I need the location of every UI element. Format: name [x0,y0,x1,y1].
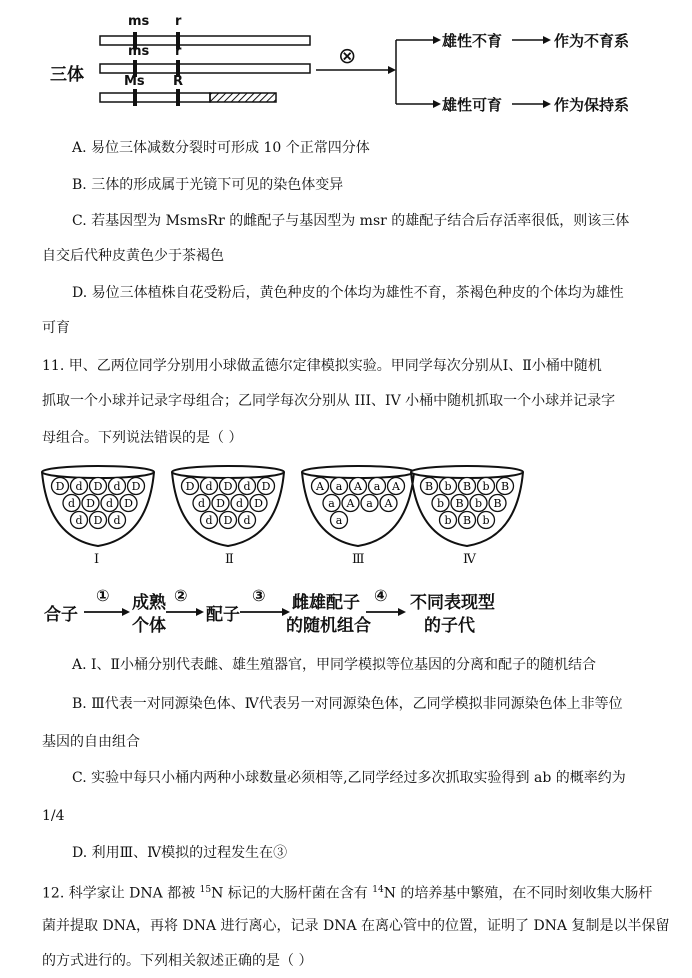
branch-top-result: 作为不育系 [554,32,630,50]
ball-letter: d [113,514,121,527]
q11-option-a: A. Ⅰ、Ⅱ小桶分别代表雌、雄生殖器官，甲同学模拟等位基因的分离和配子的随机结合 [72,657,597,673]
branch-bottom-result: 作为保持系 [554,96,630,114]
ball-letter: d [75,514,83,527]
ball-letter: d [113,480,121,493]
flow-step-4: ④ [374,586,388,605]
ball-letter: b [474,497,483,510]
bucket-1 [42,466,154,546]
ball-letter: d [205,480,213,493]
ball-letter: d [235,497,244,510]
flow-step-3: ③ [252,586,266,605]
branch-top-label: 雄性不育 [442,32,503,50]
ball-letter: b [444,514,452,527]
bucket-4 [411,466,523,546]
ball-letter: D [216,497,225,510]
q11-option-b-cont: 基因的自由组合 [42,734,140,750]
flow-step-2: ② [174,586,188,605]
ball-letter: A [316,480,324,493]
flow-gamete: 配子 [206,605,240,625]
bucket-label-2: Ⅱ [225,552,234,567]
flow-offspring-b: 的子代 [424,616,475,636]
q12-text-c: N 的培养基中繁殖，在不同时刻收集大肠杆 [383,885,653,902]
flow-mature-b: 个体 [132,616,166,636]
flow-mature-a: 成熟 [132,593,166,613]
flow-zygote: 合子 [44,605,78,625]
ball-letter: A [392,480,400,493]
ball-letter: D [93,480,103,493]
chromosome-2 [100,64,310,73]
flow-random-b: 的随机组合 [286,616,371,636]
gene-label-ms-2: ms [128,44,150,59]
ball-letter: D [261,480,271,493]
q11-stem-line2: 抓取一个小球并记录字母组合；乙同学每次分别从 III、IV 小桶中随机抓取一个小球并记录字 [42,393,616,409]
q10-option-c: C. 若基因型为 MsmsRr 的雌配子与基因型为 msr 的雄配子结合后存活率很低，则该三体 [72,213,630,229]
ball-letter: B [493,497,502,510]
ball-letter: d [67,497,76,510]
ball-letter: d [197,497,206,510]
ball-letter: d [243,480,251,493]
flow-offspring-a: 不同表现型 [410,593,495,613]
ball-letter: D [86,497,95,510]
gene-label-ms-1: ms [128,14,150,29]
ball-letter: A [354,480,362,493]
q12-sup-14: 14 [372,885,384,895]
gene-label-r-2: r [175,44,182,59]
triploid-label: 三体 [50,65,84,85]
ball-letter: a [373,480,381,493]
chromosome-3 [100,93,210,102]
gene-label-r-1: r [175,14,182,29]
q11-option-b: B. Ⅲ代表一对同源染色体、Ⅳ代表另一对同源染色体，乙同学模拟非同源染色体上非等位 [72,696,623,712]
q10-option-b: B. 三体的形成属于光镜下可见的染色体变异 [72,177,344,193]
flow-random-a: 雌雄配子 [292,593,360,613]
ball-letter: D [223,514,233,527]
q12-stem-line1 [42,880,652,904]
ball-letter: d [105,497,114,510]
flow-step-1: ① [96,586,110,605]
q12-stem-line2: 菌并提取 DNA，再将 DNA 进行离心，记录 DNA 在离心管中的位置，证明了 DNA 复制是以半保留 [42,918,670,934]
ball-letter: B [500,480,510,493]
ball-letter: b [482,514,490,527]
self-cross-symbol: ⊗ [338,44,357,69]
bucket-label-3: Ⅲ [352,552,365,567]
ball-letter: B [462,514,472,527]
buckets-figure [0,460,692,570]
ball-letter: b [482,480,490,493]
gene-label-R-3: R [173,74,184,89]
bucket-3 [302,466,414,546]
ball-letter: d [205,514,213,527]
ball-letter: a [328,497,335,510]
q11-stem-line1: 11. 甲、乙两位同学分别用小球做孟德尔定律模拟实验。甲同学每次分别从Ⅰ、Ⅱ小桶中随机 [42,358,602,374]
ball-letter: D [185,480,195,493]
q11-option-c-cont: 1/4 [42,808,65,824]
ball-letter: D [93,514,103,527]
bucket-label-4: Ⅳ [463,552,476,567]
q11-stem-line3: 母组合。下列说法错误的是（ ） [42,430,243,446]
ball-letter: D [254,497,263,510]
ball-letter: D [124,497,133,510]
ball-letter: D [223,480,233,493]
ball-letter: a [335,480,343,493]
gene-label-Ms-3: Ms [124,74,145,89]
ball-letter: d [243,514,251,527]
branch-bottom-label: 雄性可育 [442,96,503,114]
ball-letter: B [462,480,472,493]
ball-letter: A [384,497,393,510]
ball-letter: b [444,480,452,493]
q12-text-a: 12. 科学家让 DNA 都被 [42,885,200,902]
q11-option-c: C. 实验中每只小桶内两种小球数量必须相等,乙同学经过多次抓取实验得到 ab 的概率约为 [72,770,626,786]
ball-letter: b [436,497,445,510]
ball-letter: d [75,480,83,493]
q12-stem-line3: 的方式进行的。下列相关叙述正确的是（ ） [42,953,313,969]
ball-letter: a [335,514,343,527]
q10-option-d: D. 易位三体植株自花受粉后，黄色种皮的个体均为雄性不育，茶褐色种皮的个体均为雄性 [72,285,624,301]
ball-letter: B [424,480,434,493]
q12-sup-15: 15 [199,885,212,895]
ball-letter: B [455,497,464,510]
ball-letter: A [346,497,355,510]
q11-option-d: D. 利用Ⅲ、Ⅳ模拟的过程发生在③ [72,845,288,861]
ball-letter: D [131,480,141,493]
translocated-segment [210,93,276,102]
bucket-2 [172,466,284,546]
bucket-label-1: Ⅰ [94,552,100,567]
q10-option-c-cont: 自交后代种皮黄色少于茶褐色 [42,248,224,264]
q10-option-d-cont: 可育 [42,320,70,336]
q12-text-b: N 标记的大肠杆菌在含有 [211,885,373,902]
q10-option-a: A. 易位三体减数分裂时可形成 10 个正常四分体 [72,140,370,156]
ball-letter: D [55,480,65,493]
ball-letter: a [366,497,373,510]
